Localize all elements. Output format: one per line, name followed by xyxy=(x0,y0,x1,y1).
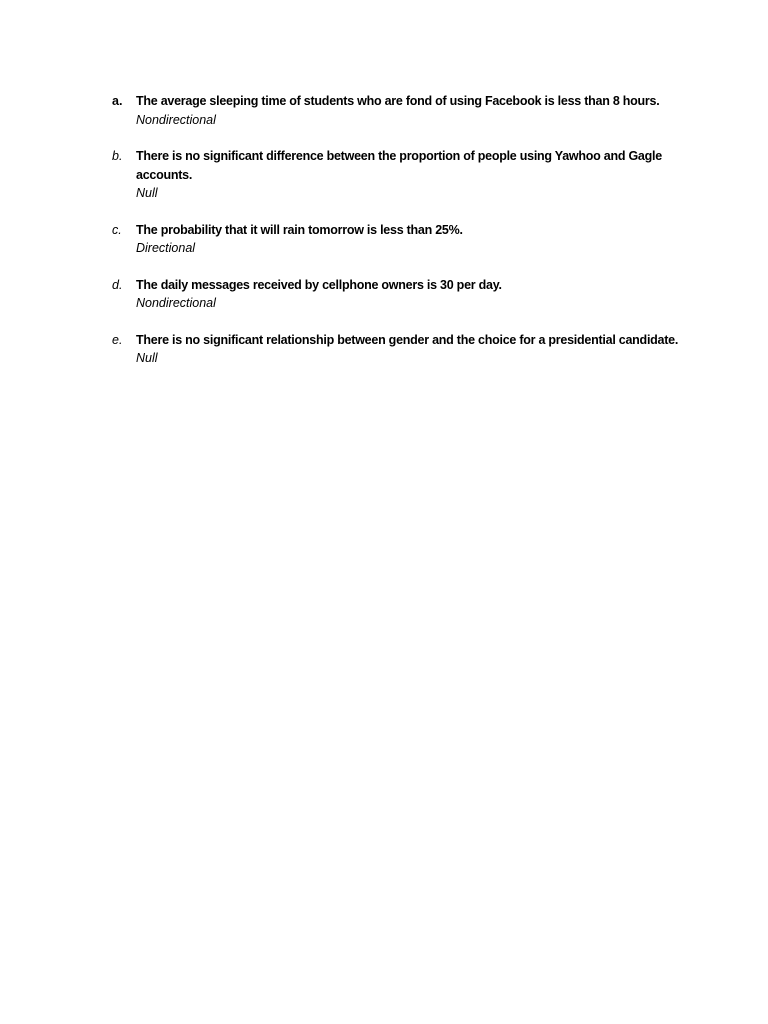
hypothesis-type: Directional xyxy=(136,241,196,255)
hypothesis-type: Nondirectional xyxy=(136,112,216,127)
hypothesis-list xyxy=(112,92,712,386)
item-marker: a. xyxy=(112,94,123,108)
list-item-a xyxy=(112,92,712,129)
hypothesis-statement: The daily messages received by cellphone owners is 30 per day. xyxy=(136,277,502,292)
hypothesis-type: Null xyxy=(136,351,158,365)
hypothesis-statement: There is no significant difference between the proportion of people using Yawhoo and Gagle accounts. xyxy=(136,149,662,182)
hypothesis-type: Null xyxy=(136,186,158,200)
item-marker: b. xyxy=(112,149,123,163)
item-marker: e. xyxy=(112,332,123,347)
hypothesis-statement: The probability that it will rain tomorrow is less than 25%. xyxy=(136,222,463,237)
hypothesis-statement: There is no significant relationship between gender and the choice for a presidential candidate. xyxy=(136,332,679,347)
hypothesis-statement: The average sleeping time of students who are fond of using Facebook is less than 8 hours. xyxy=(136,94,660,108)
list-item-c xyxy=(112,221,712,258)
item-marker: d. xyxy=(112,277,123,292)
list-item-b xyxy=(112,147,712,203)
list-item-d xyxy=(112,276,712,313)
list-item-e xyxy=(112,331,712,368)
item-marker: c. xyxy=(112,222,122,237)
hypothesis-type: Nondirectional xyxy=(136,296,216,310)
